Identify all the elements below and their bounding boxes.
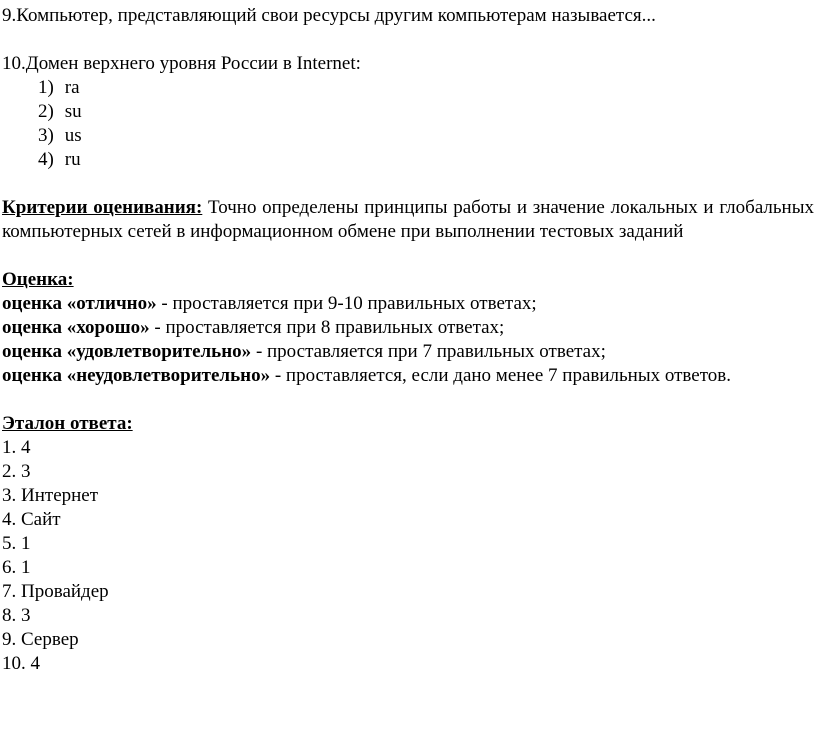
answer-key-list bbox=[2, 436, 109, 676]
option-item bbox=[38, 100, 82, 124]
answer-item: 7. Провайдер bbox=[2, 581, 109, 602]
criteria-paragraph bbox=[2, 196, 814, 244]
grade-name: оценка «хорошо» bbox=[2, 317, 150, 338]
criteria-text: Точно определены принципы работы и значение локальных и глобальных компьютерных сетей в информационном обмене при выполнении тестовых заданий bbox=[2, 197, 814, 242]
answer-item: 5. 1 bbox=[2, 533, 31, 554]
grading-heading: Оценка: bbox=[2, 269, 74, 290]
option-item bbox=[38, 148, 82, 172]
answer-item: 2. 3 bbox=[2, 461, 31, 482]
option-item bbox=[38, 124, 82, 148]
option-text: us bbox=[64, 125, 82, 146]
option-text: ru bbox=[64, 149, 81, 170]
option-text: su bbox=[64, 101, 82, 122]
option-number: 2) bbox=[38, 101, 54, 122]
question-10-options bbox=[38, 76, 82, 172]
option-number: 4) bbox=[38, 149, 54, 170]
grade-rule: - проставляется при 9-10 правильных ответах; bbox=[156, 293, 537, 314]
grade-rule: - проставляется при 8 правильных ответах; bbox=[149, 317, 505, 338]
question-9: 9.Компьютер, представляющий свои ресурсы другим компьютерам называется... bbox=[2, 5, 656, 26]
grade-name: оценка «неудовлетворительно» bbox=[2, 365, 271, 386]
grading-item bbox=[2, 340, 731, 364]
grade-name: оценка «удовлетворительно» bbox=[2, 341, 252, 362]
grading-item bbox=[2, 292, 731, 316]
grading-item bbox=[2, 316, 731, 340]
grading-list bbox=[2, 292, 731, 388]
grade-name: оценка «отлично» bbox=[2, 293, 157, 314]
option-number: 3) bbox=[38, 125, 54, 146]
grade-rule: - проставляется, если дано менее 7 правильных ответов. bbox=[270, 365, 731, 386]
question-10: 10.Домен верхнего уровня России в Internet: bbox=[2, 53, 361, 74]
answer-item: 1. 4 bbox=[2, 437, 31, 458]
grade-rule: - проставляется при 7 правильных ответах; bbox=[251, 341, 606, 362]
answer-item: 4. Сайт bbox=[2, 509, 61, 530]
option-text: ra bbox=[64, 77, 80, 98]
criteria-label: Критерии оценивания: bbox=[2, 197, 203, 218]
option-item bbox=[38, 76, 82, 100]
grading-item bbox=[2, 364, 731, 388]
answer-key-heading: Эталон ответа: bbox=[2, 413, 133, 434]
answer-item: 10. 4 bbox=[2, 653, 40, 674]
answer-item: 3. Интернет bbox=[2, 485, 99, 506]
answer-item: 8. 3 bbox=[2, 605, 31, 626]
option-number: 1) bbox=[38, 77, 54, 98]
answer-item: 6. 1 bbox=[2, 557, 31, 578]
answer-item: 9. Сервер bbox=[2, 629, 79, 650]
